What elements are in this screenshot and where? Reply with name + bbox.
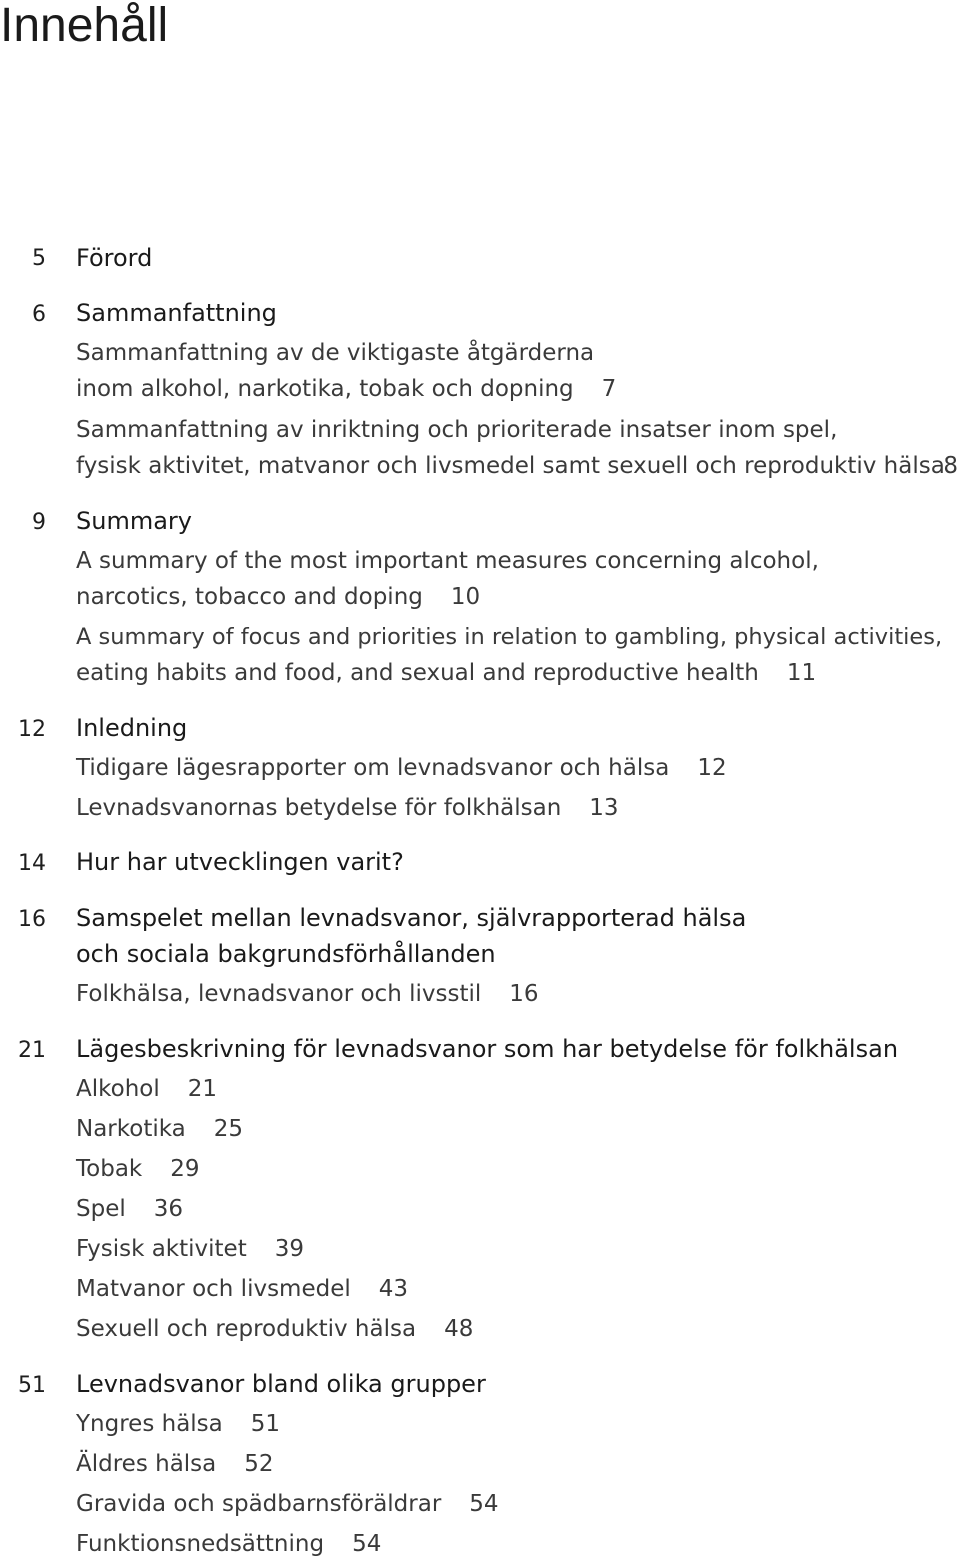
entry-page-number: 29 [170, 1156, 200, 1182]
entry-line[interactable]: Äldres hälsa 52 [76, 1451, 274, 1477]
entry-line[interactable]: Alkohol 21 [76, 1076, 218, 1102]
section-heading-samspelet[interactable]: Samspelet mellan levnadsvanor, självrapporterad hälsa [76, 904, 747, 932]
section-page-number: 16 [18, 907, 46, 932]
entry-line[interactable]: A summary of focus and priorities in relation to gambling, physical activities, [76, 624, 943, 650]
entry-page-number: 54 [352, 1531, 382, 1557]
entry-page-number: 21 [187, 1076, 218, 1102]
entry-page-number: 48 [444, 1316, 474, 1342]
entry-line[interactable]: Gravida och spädbarnsföräldrar 54 [76, 1491, 499, 1517]
entry-line[interactable]: Yngres hälsa 51 [76, 1411, 281, 1437]
section-heading-inledning[interactable]: Inledning [76, 714, 188, 742]
section-heading-summary[interactable]: Summary [76, 507, 192, 535]
entry-line[interactable]: Funktionsnedsättning 54 [76, 1531, 382, 1557]
section-page-number: 21 [18, 1038, 46, 1063]
entry-page-number: 54 [469, 1491, 499, 1517]
section-heading-samspelet-cont[interactable]: och sociala bakgrundsförhållanden [76, 940, 496, 968]
entry-line[interactable]: fysisk aktivitet, matvanor och livsmedel samt sexuell och reproduktiv hälsa [76, 453, 945, 479]
entry-line[interactable]: inom alkohol, narkotika, tobak och dopning 7 [76, 376, 617, 402]
page-title: Innehåll [0, 0, 169, 52]
entry-line[interactable]: Tobak 29 [76, 1156, 200, 1182]
section-heading-sammanfattning[interactable]: Sammanfattning [76, 299, 277, 327]
entry-page-number: 16 [509, 981, 539, 1007]
entry-line[interactable]: Narkotika 25 [76, 1116, 244, 1142]
section-heading-grupper[interactable]: Levnadsvanor bland olika grupper [76, 1370, 486, 1398]
entry-page-number: 10 [450, 584, 481, 610]
entry-page-number: 36 [153, 1196, 184, 1222]
section-page-number: 51 [18, 1373, 46, 1398]
section-page-number: 5 [32, 246, 46, 271]
entry-page-number: 25 [213, 1116, 244, 1142]
entry-page-number: 51 [250, 1411, 281, 1437]
entry-line[interactable]: Sammanfattning av inriktning och prioriterade insatser inom spel, [76, 417, 838, 443]
entry-line[interactable]: eating habits and food, and sexual and reproductive health 11 [76, 660, 817, 686]
entry-line[interactable]: Spel 36 [76, 1196, 184, 1222]
section-heading-utveckling[interactable]: Hur har utvecklingen varit? [76, 848, 404, 876]
section-page-number: 14 [18, 851, 46, 876]
entry-line[interactable]: A summary of the most important measures concerning alcohol, [76, 548, 819, 574]
entry-line[interactable]: narcotics, tobacco and doping 10 [76, 584, 481, 610]
entry-line[interactable]: Tidigare lägesrapporter om levnadsvanor och hälsa 12 [76, 755, 727, 781]
section-heading-lagesbeskrivning[interactable]: Lägesbeskrivning för levnadsvanor som har betydelse för folkhälsan [76, 1035, 899, 1063]
entry-page-number: 12 [697, 755, 727, 781]
entry-page-number: 43 [378, 1276, 409, 1302]
entry-line[interactable]: Folkhälsa, levnadsvanor och livsstil 16 [76, 981, 539, 1007]
section-page-number: 9 [32, 510, 46, 535]
entry-page-number: 8 [943, 453, 958, 479]
entry-line[interactable]: Sammanfattning av de viktigaste åtgärderna [76, 340, 595, 366]
section-heading-forord[interactable]: Förord [76, 244, 153, 272]
section-page-number: 6 [32, 302, 46, 327]
entry-line[interactable]: Sexuell och reproduktiv hälsa 48 [76, 1316, 474, 1342]
entry-page-number: 52 [244, 1451, 274, 1477]
entry-line[interactable]: Matvanor och livsmedel 43 [76, 1276, 409, 1302]
entry-page-number: 11 [786, 660, 817, 686]
entry-page-number: 39 [274, 1236, 305, 1262]
entry-page-number: 7 [601, 376, 617, 402]
section-page-number: 12 [18, 717, 46, 742]
entry-page-number: 13 [589, 795, 619, 821]
entry-line[interactable]: Fysisk aktivitet 39 [76, 1236, 305, 1262]
entry-line[interactable]: Levnadsvanornas betydelse för folkhälsan 13 [76, 795, 619, 821]
